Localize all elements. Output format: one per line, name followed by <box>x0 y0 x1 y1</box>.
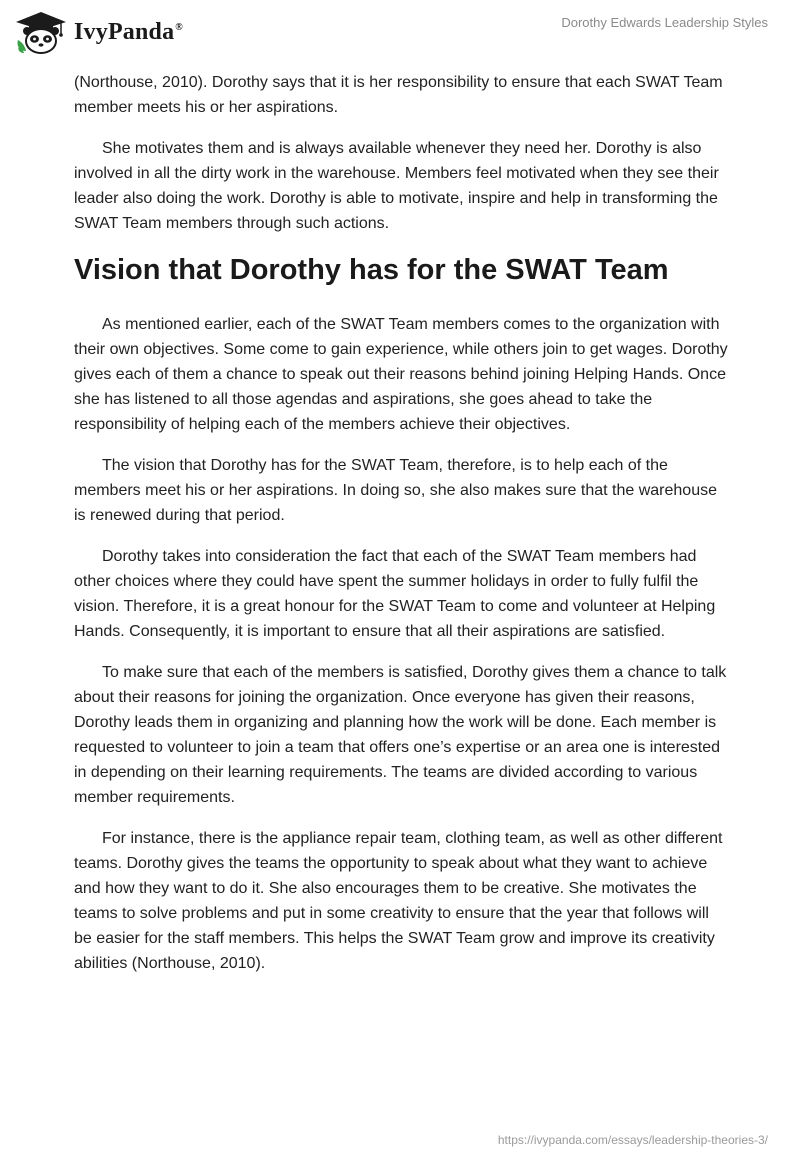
brand-name: IvyPanda® <box>74 18 183 45</box>
paragraph: To make sure that each of the members is satisfied, Dorothy gives them a chance to talk about their reasons for joining the organization. Once everyone has given their reasons, Dorothy leads them in organizing and planning how the work will be done. Each member is requested to volunteer to join a team that offers one’s expertise or an area one is interested in depending on their learning requirements. The teams are divided according to various member requirements. <box>74 664 727 806</box>
panda-graduate-logo-icon <box>14 10 68 54</box>
paragraph: The vision that Dorothy has for the SWAT Team, therefore, is to help each of the members meet his or her aspirations. In doing so, she also makes sure that the warehouse is renewed during that period. <box>74 457 717 524</box>
essay-content <box>74 70 730 992</box>
section-heading: Vision that Dorothy has for the SWAT Team <box>74 254 669 286</box>
logo[interactable] <box>14 10 183 54</box>
page-header <box>0 0 800 64</box>
paragraph: Dorothy takes into consideration the fact that each of the SWAT Team members had other choices where they could have spent the summer holidays in order to fully fulfil the vision. Therefore, it is a great honour for the SWAT Team to come and volunteer at Helping Hands. Consequently, it is important to ensure that all their aspirations are satisfied. <box>74 548 716 640</box>
paragraph: As mentioned earlier, each of the SWAT Team members comes to the organization with their own objectives. Some come to gain experience, while others join to get wages. Dorothy gives each of them a chance to speak out their reasons behind joining Helping Hands. Once she has listened to all those agendas and aspirations, she goes ahead to take the responsibility of helping each of the members achieve their objectives. <box>74 316 728 433</box>
paragraph: She motivates them and is always available whenever they need her. Dorothy is also involved in all the dirty work in the warehouse. Members feel motivated when they see their leader also doing the work. Dorothy is able to motivate, inspire and help in transforming the SWAT Team members through such actions. <box>74 140 719 232</box>
document-title: Dorothy Edwards Leadership Styles <box>561 15 768 30</box>
paragraph: (Northouse, 2010). Dorothy says that it is her responsibility to ensure that each SWAT Team member meets his or her aspirations. <box>74 74 723 116</box>
source-url[interactable]: https://ivypanda.com/essays/leadership-theories-3/ <box>497 1133 768 1147</box>
paragraph: For instance, there is the appliance repair team, clothing team, as well as other different teams. Dorothy gives the teams the opportunity to speak about what they want to achieve and how they want to do it. She also encourages them to be creative. She motivates the teams to solve problems and put in some creativity to ensure that the year that follows will be easier for the staff members. This helps the SWAT Team grow and improve its creativity abilities (Northouse, 2010). <box>74 830 723 972</box>
